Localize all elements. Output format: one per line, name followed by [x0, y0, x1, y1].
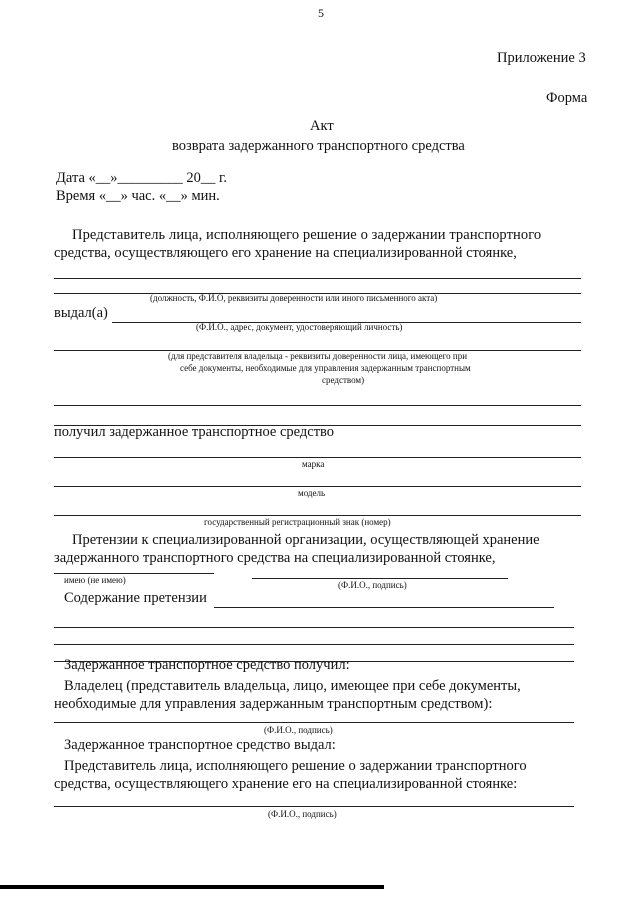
owner-line1: Владелец (представитель владельца, лицо, имеющее при себе документы, [64, 678, 521, 694]
caption-model: модель [298, 488, 326, 498]
claims-line2: задержанного транспортного средства на специализированной стоянке, [54, 550, 496, 566]
caption-fio-address: (Ф.И.О., адрес, документ, удостоверяющий личность) [196, 322, 403, 332]
appendix-label: Приложение 3 [497, 50, 586, 66]
caption-brand: марка [302, 459, 325, 469]
blank-line[interactable] [54, 627, 574, 628]
rep2-line1: Представитель лица, исполняющего решение о задержании транспортного [64, 758, 527, 774]
issued-label: выдал(а) [54, 305, 108, 321]
page-number: 5 [318, 6, 324, 20]
vehicle-received: Задержанное транспортное средство получил: [64, 657, 350, 673]
vehicle-issued: Задержанное транспортное средство выдал: [64, 737, 336, 753]
caption-rep-line3: средством) [322, 375, 365, 385]
scan-edge-bar [0, 885, 384, 889]
owner-line2: необходимые для управления задержанным транспортным средством): [54, 696, 493, 712]
blank-line[interactable] [54, 722, 574, 723]
caption-rep-line2: себе документы, необходимые для управления задержанным транспортным [180, 363, 471, 373]
claim-content: Содержание претензии [64, 590, 207, 606]
caption-position: (должность, Ф.И.О, реквизиты доверенности или иного письменного акта) [150, 293, 438, 303]
blank-line[interactable] [54, 644, 574, 645]
claims-line1: Претензии к специализированной организации, осуществляющей хранение [72, 532, 540, 548]
caption-rep-line1: (для представителя владельца - реквизиты доверенности лица, имеющего при [168, 351, 468, 361]
blank-line-have[interactable] [54, 573, 214, 574]
caption-plate: государственный регистрационный знак (номер) [204, 517, 391, 527]
received-vehicle: получил задержанное транспортное средство [54, 424, 335, 440]
caption-have: имею (не имею) [64, 575, 126, 585]
caption-fio-sign-3: (Ф.И.О., подпись) [268, 809, 337, 819]
doc-subtitle: возврата задержанного транспортного средства [172, 138, 465, 154]
doc-title: Акт [310, 118, 334, 134]
blank-line[interactable] [54, 486, 581, 487]
blank-line[interactable] [54, 405, 581, 406]
para1-line2: средства, осуществляющего его хранение на специализированной стоянке, [54, 245, 517, 261]
blank-line-fio[interactable] [252, 578, 508, 579]
blank-line[interactable] [54, 806, 574, 807]
time-line: Время «__» час. «__» мин. [56, 188, 220, 204]
para1-line1: Представитель лица, исполняющего решение о задержании транспортного [72, 227, 542, 243]
blank-line[interactable] [54, 457, 581, 458]
rep2-line2: средства, осуществляющего хранение его на специализированной стоянке: [54, 776, 518, 792]
caption-fio-sign-2: (Ф.И.О., подпись) [264, 725, 333, 735]
date-line: Дата «__»_________ 20__ г. [56, 170, 227, 186]
blank-line[interactable] [54, 515, 581, 516]
blank-line[interactable] [214, 607, 554, 608]
blank-line[interactable] [54, 278, 581, 279]
caption-fio-sign-1: (Ф.И.О., подпись) [338, 580, 407, 590]
form-label: Форма [546, 90, 588, 106]
